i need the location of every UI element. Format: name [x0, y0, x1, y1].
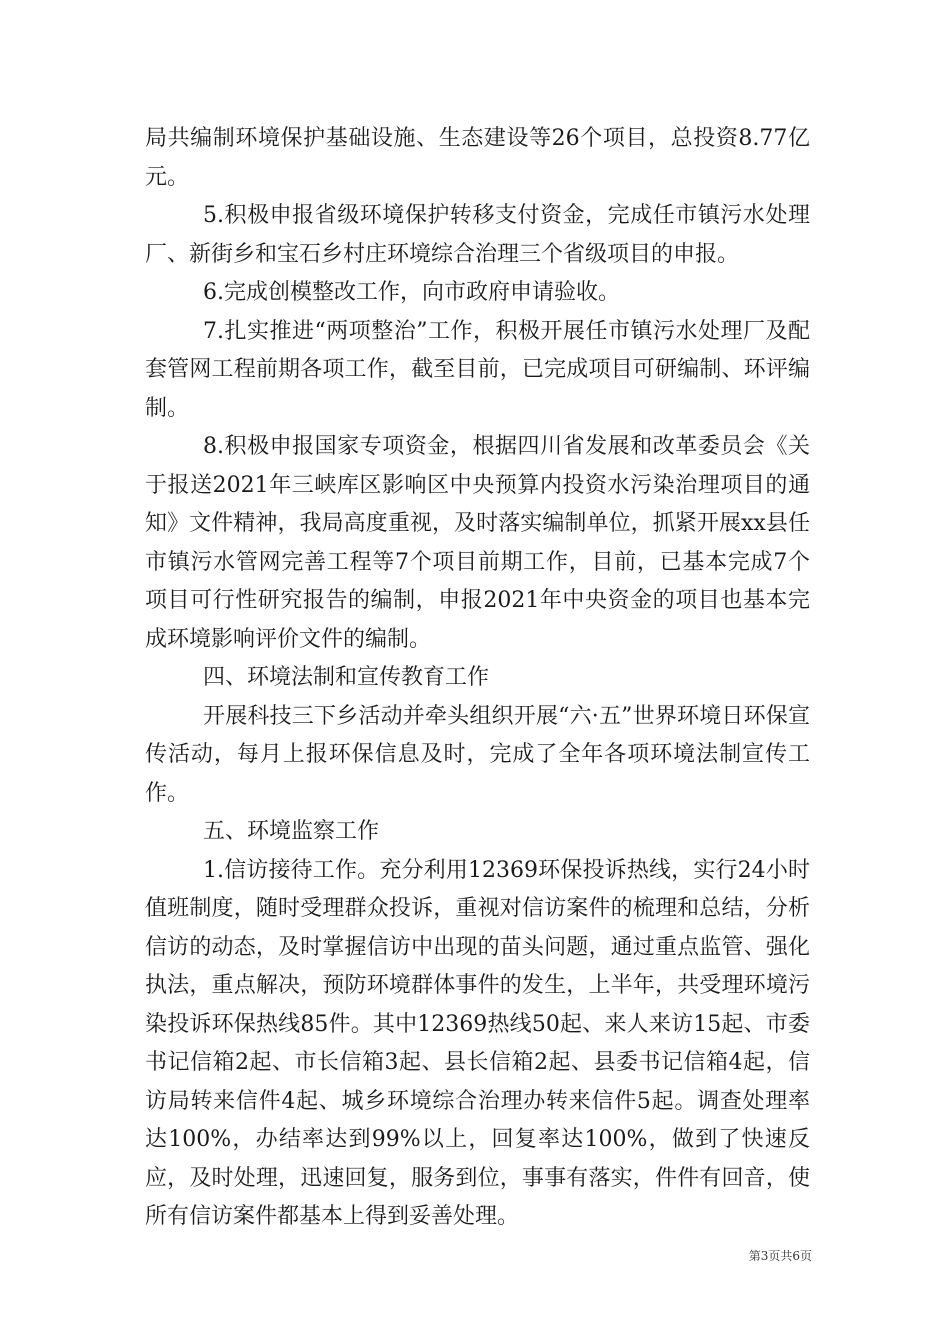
document-body: [145, 120, 810, 1237]
paragraph-item-7: 7.扎实推进“两项整治”工作，积极开展任市镇污水处理厂及配套管网工程前期各项工作，截至目前，已完成项目可研编制、环评编制。: [145, 318, 810, 421]
paragraph-project-summary: 局共编制环境保护基础设施、生态建设等26个项目，总投资8.77亿元。: [145, 126, 810, 190]
page-number: 第3页共6页: [748, 1249, 812, 1263]
section-heading-4: 四、环境法制和宣传教育工作: [203, 665, 490, 690]
paragraph-item-5: 5.积极申报省级环境保护转移支付资金，完成任市镇污水处理厂、新街乡和宝石乡村庄环境综合治理三个省级项目的申报。: [145, 203, 810, 267]
paragraph-item-8: 8.积极申报国家专项资金，根据四川省发展和改革委员会《关于报送2021年三峡库区影响区中央预算内投资水污染治理项目的通知》文件精神，我局高度重视，及时落实编制单位，抓紧开展xx县任市镇污水管网完善工程等7个项目前期工作，目前，已基本完成7个项目可行性研究报告的编制，申报2021年中央资金的项目也基本完成环境影响评价文件的编制。: [145, 434, 810, 652]
paragraph-publicity: 开展科技三下乡活动并牵头组织开展“六·五”世界环境日环保宣传活动，每月上报环保信息及时，完成了全年各项环境法制宣传工作。: [145, 703, 810, 806]
section-heading-5: 五、环境监察工作: [203, 819, 380, 844]
paragraph-petition: 1.信访接待工作。充分利用12369环保投诉热线，实行24小时值班制度，随时受理群众投诉，重视对信访案件的梳理和总结，分析信访的动态，及时掌握信访中出现的苗头问题，通过重点监管、强化执法，重点解决，预防环境群体事件的发生，上半年，共受理环境污染投诉环保热线85件。其中12369热线50起、来人来访15起、市委书记信箱2起、市长信箱3起、县长信箱2起、县委书记信箱4起，信访局转来信件4起、城乡环境综合治理办转来信件5起。调查处理率达100%，办结率达到99%以上，回复率达100%，做到了快速反应，及时处理，迅速回复，服务到位，事事有落实，件件有回音，使所有信访案件都基本上得到妥善处理。: [145, 857, 810, 1229]
paragraph-item-6: 6.完成创模整改工作，向市政府申请验收。: [203, 280, 620, 305]
